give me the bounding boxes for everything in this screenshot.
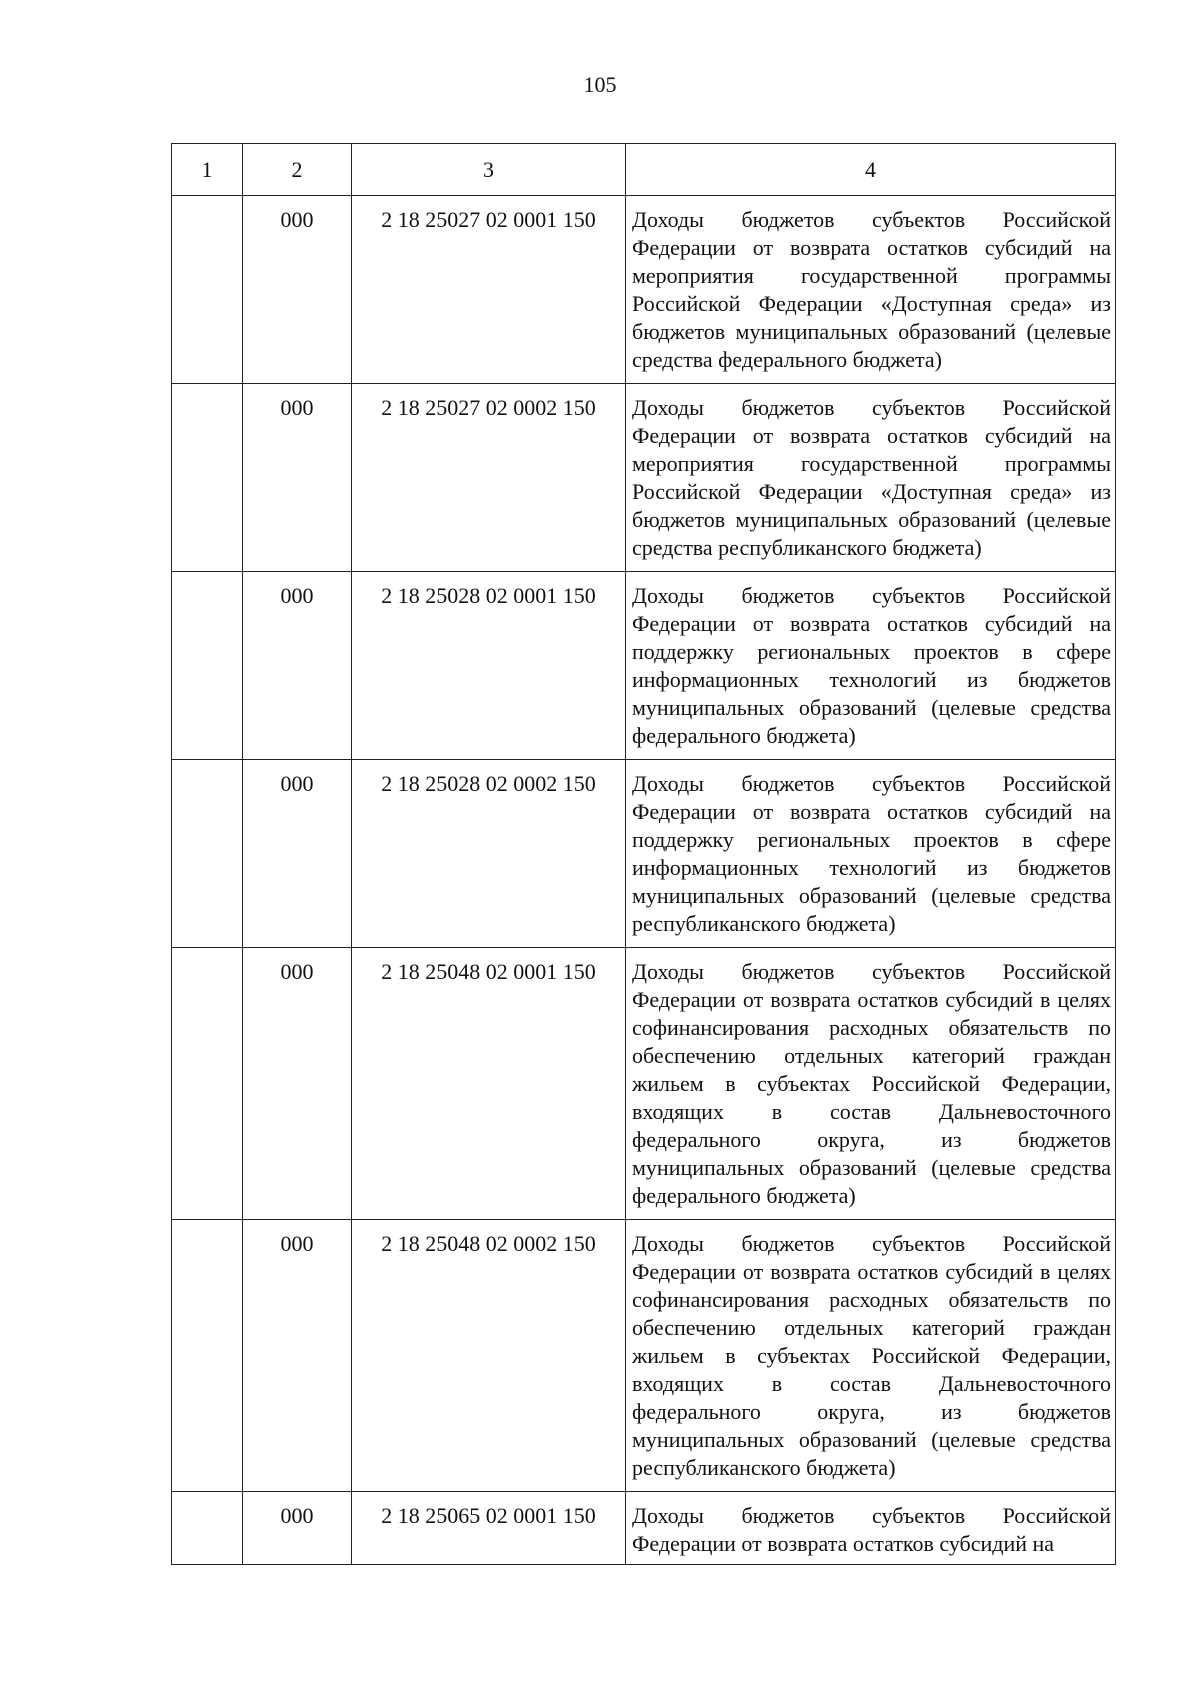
table-row [172,760,1116,948]
revenue-code-cell: 2 18 25028 02 0001 150 [352,572,626,760]
table-cell-col1 [172,760,243,948]
table-cell-col1 [172,1492,243,1565]
revenue-code-cell: 2 18 25027 02 0002 150 [352,384,626,572]
table-cell-col1 [172,948,243,1220]
revenue-description-cell: Доходы бюджетов субъектов Российской Федерации от возврата остатков субсидий в целях софинансирования расходных обязательств по обеспечению отдельных категорий граждан жильем в субъектах Российской Федерации, входящих в состав Дальневосточного федерального округа, из бюджетов муниципальных образований (целевые средства федерального бюджета) [626,948,1116,1220]
table-cell-col1 [172,572,243,760]
table-cell-col1 [172,1220,243,1492]
column-header-4: 4 [626,144,1116,196]
table-row [172,1492,1116,1565]
table-row [172,196,1116,384]
table-header-row [172,144,1116,196]
admin-code-cell: 000 [243,948,352,1220]
revenue-code-cell: 2 18 25048 02 0001 150 [352,948,626,1220]
revenue-description-cell: Доходы бюджетов субъектов Российской Федерации от возврата остатков субсидий на мероприятия государственной программы Российской Федерации «Доступная среда» из бюджетов муниципальных образований (целевые средства федерального бюджета) [626,196,1116,384]
admin-code-cell: 000 [243,572,352,760]
revenue-code-cell: 2 18 25028 02 0002 150 [352,760,626,948]
admin-code-cell: 000 [243,760,352,948]
page-number: 105 [583,72,617,97]
revenue-codes-table [171,143,1116,1565]
admin-code-cell: 000 [243,1220,352,1492]
column-header-1: 1 [172,144,243,196]
table-cell-col1 [172,384,243,572]
table-row [172,384,1116,572]
column-header-3: 3 [352,144,626,196]
admin-code-cell: 000 [243,384,352,572]
table-row [172,572,1116,760]
table-row [172,948,1116,1220]
table-row [172,1220,1116,1492]
revenue-description-cell: Доходы бюджетов субъектов Российской Федерации от возврата остатков субсидий на поддержку региональных проектов в сфере информационных технологий из бюджетов муниципальных образований (целевые средства республиканского бюджета) [626,760,1116,948]
revenue-code-cell: 2 18 25048 02 0002 150 [352,1220,626,1492]
revenue-description-cell: Доходы бюджетов субъектов Российской Федерации от возврата остатков субсидий в целях софинансирования расходных обязательств по обеспечению отдельных категорий граждан жильем в субъектах Российской Федерации, входящих в состав Дальневосточного федерального округа, из бюджетов муниципальных образований (целевые средства республиканского бюджета) [626,1220,1116,1492]
admin-code-cell: 000 [243,1492,352,1565]
column-header-2: 2 [243,144,352,196]
revenue-description-cell: Доходы бюджетов субъектов Российской Федерации от возврата остатков субсидий на мероприятия государственной программы Российской Федерации «Доступная среда» из бюджетов муниципальных образований (целевые средства республиканского бюджета) [626,384,1116,572]
revenue-code-cell: 2 18 25065 02 0001 150 [352,1492,626,1565]
revenue-description-cell: Доходы бюджетов субъектов Российской Федерации от возврата остатков субсидий на [626,1492,1116,1565]
revenue-description-cell: Доходы бюджетов субъектов Российской Федерации от возврата остатков субсидий на поддержку региональных проектов в сфере информационных технологий из бюджетов муниципальных образований (целевые средства федерального бюджета) [626,572,1116,760]
revenue-code-cell: 2 18 25027 02 0001 150 [352,196,626,384]
admin-code-cell: 000 [243,196,352,384]
table-cell-col1 [172,196,243,384]
